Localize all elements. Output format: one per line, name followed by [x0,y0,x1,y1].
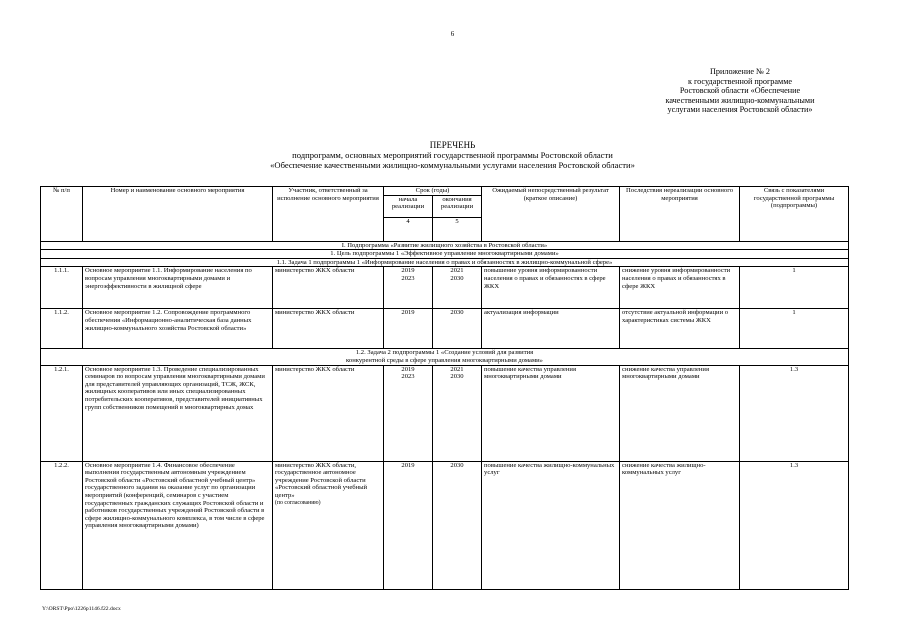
row-name: Основное мероприятие 1.1. Информирование населения по вопросам управления многоквартирными домами и энергоэффективности в жилищной сфере [83,267,273,309]
section-heading-line: конкурентной среды в сфере управления многоквартирными домами» [346,356,543,364]
title-line: ПЕРЕЧЕНЬ [429,140,476,150]
row-consequences: снижение качества управления многоквартирными домами [620,365,740,461]
section-heading [41,349,849,365]
row-start: 2019 [384,461,433,589]
row-num: 1.2.1. [41,365,83,461]
row-start: 2019 [384,309,433,349]
row-end: 2021 2030 [433,365,482,461]
title-line: подпрограмм, основных мероприятий государственной программы Ростовской области [292,149,613,160]
title-line: «Обеспечение качественными жилищно-коммунальными услугами населения Ростовской области» [270,159,635,170]
row-link: 1.3 [740,461,849,589]
header-end: окончания реализации [433,195,482,217]
row-consequences: снижение качества жилищно-коммунальных услуг [620,461,740,589]
appendix-line: Ростовской области «Обеспечение [679,86,801,96]
row-end: 2030 [433,461,482,589]
header-participant: Участник, ответственный за исполнение основного мероприятия [273,187,384,242]
row-name: Основное мероприятие 1.3. Проведение специализированных семинаров по вопросам управления многоквартирными домами для представителей управляющих организаций, ТСЖ, ЖСК, жилищных кооперативов или иных специализированных потребительских кооперативов, представителей инициативных групп собственников помещений в многоквартирных домах [83,365,273,461]
row-result: актуализация информации [482,309,620,349]
row-start: 2019 2023 [384,365,433,461]
header-name: Номер и наименование основного мероприятия [83,187,273,242]
page-number: 6 [450,30,455,38]
row-num: 1.2.2. [41,461,83,589]
document-title [0,141,905,170]
header-start: начала реализации [384,195,433,217]
row-participant: министерство ЖКХ области [273,309,384,349]
table-row [41,365,849,461]
header-num: № п/п [41,187,83,242]
row-result: повышение качества управления многоквартирными домами [482,365,620,461]
row-participant-text: министерство ЖКХ области, государственное автономное учреждение Ростовской области «Ростовский областной учебный центр» [275,461,368,499]
row-end: 2030 [433,309,482,349]
header-term: Срок (годы) [384,187,482,196]
header-consequences: Последствия нереализации основного мероприятия [620,187,740,242]
appendix-line: Приложение № 2 [710,67,770,76]
table-row [41,267,849,309]
section-heading: I. Подпрограмма «Развитие жилищного хозяйства в Ростовской области» [41,241,849,250]
row-num: 1.1.1. [41,267,83,309]
header-link: Связь с показателями государственной программы (подпрограммы) [740,187,849,242]
column-number: 4 [384,217,433,241]
section-heading: 1. Цель подпрограммы 1 «Эффективное управление многоквартирными домами» [41,250,849,259]
appendix-line: качественными жилищно-коммунальными [665,95,815,105]
row-result: повышение качества жилищно-коммунальных услуг [482,461,620,589]
row-consequences: отсутствие актуальной информации о характеристиках системы ЖКХ [620,309,740,349]
row-participant: министерство ЖКХ области [273,267,384,309]
section-heading-line: 1.2. Задача 2 подпрограммы 1 «Создание условий для развития [355,349,534,357]
row-link: 1 [740,267,849,309]
file-path-footer: Y:\ORST\Ppo\1226p1146.f22.docx [42,606,121,612]
measures-table [40,186,849,590]
table-row [41,461,849,589]
row-end: 2021 2030 [433,267,482,309]
row-consequences: снижение уровня информированности населения о правах и обязанностях в сфере ЖКХ [620,267,740,309]
appendix-line: к государственной программе [687,76,793,86]
row-participant [273,461,384,589]
row-start: 2019 2023 [384,267,433,309]
row-result: повышение уровня информированности населения о правах и обязанностях в сфере ЖКХ [482,267,620,309]
section-heading: 1.1. Задача 1 подпрограммы 1 «Информирование населения о правах и обязанностях в жилищно-коммунальной сфере» [41,258,849,267]
appendix-line: услугами населения Ростовской области» [667,105,813,115]
row-num: 1.1.2. [41,309,83,349]
row-name: Основное мероприятие 1.2. Сопровождение программного обеспечения «Информационно-аналитическая база данных жилищно-коммунального хозяйства Ростовской области» [83,309,273,349]
row-link: 1.3 [740,365,849,461]
column-number: 5 [433,217,482,241]
table-row [41,309,849,349]
row-name: Основное мероприятие 1.4. Финансовое обеспечение выполнения государственным автономным учреждением Ростовской области «Ростовский областной учебный центр» государственного задания на оказание услуг по организации мероприятий (конференций, семинаров с участием государственных гражданских служащих Ростовской области и работников государственных учреждений Ростовской области в сфере жилищно-коммунального комплекса, в том числе в сфере управления многоквартирными домами) [83,461,273,589]
row-link: 1 [740,309,849,349]
row-participant: министерство ЖКХ области [273,365,384,461]
header-result: Ожидаемый непосредственный результат (краткое описание) [482,187,620,242]
row-participant-note: (по согласованию) [275,499,321,506]
appendix-block [630,67,850,115]
